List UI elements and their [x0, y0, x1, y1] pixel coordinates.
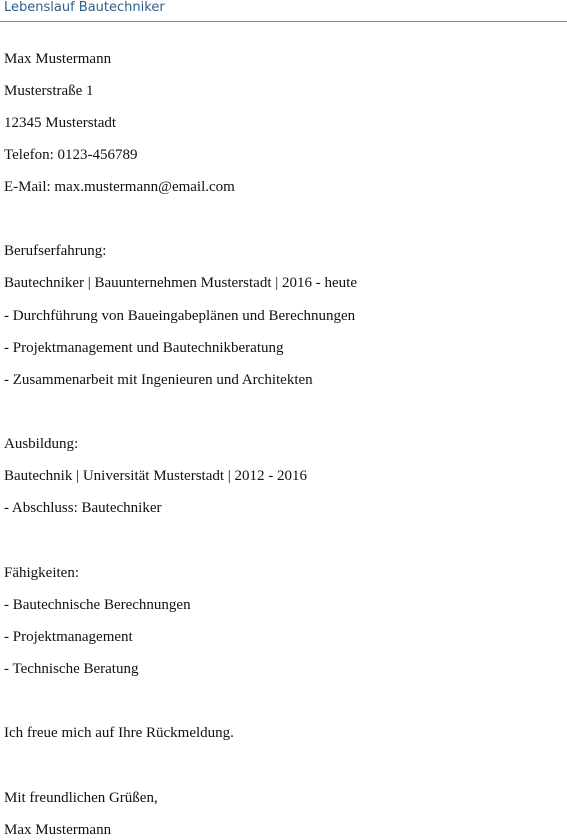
- education-program: Bautechnik | Universität Musterstadt | 2012 - 2016: [4, 468, 308, 484]
- closing-signature: Max Mustermann: [4, 822, 112, 838]
- education-heading: Ausbildung:: [4, 436, 79, 452]
- experience-item: - Zusammenarbeit mit Ingenieuren und Architekten: [4, 372, 313, 388]
- experience-item: - Projektmanagement und Bautechnikberatung: [4, 340, 284, 356]
- education-item: - Abschluss: Bautechniker: [4, 500, 162, 516]
- experience-heading: Berufserfahrung:: [4, 243, 107, 259]
- closing-greeting: Mit freundlichen Grüßen,: [4, 790, 158, 806]
- contact-street: Musterstraße 1: [4, 83, 94, 99]
- document-title: Lebenslauf Bautechniker: [4, 0, 165, 15]
- title-divider: [0, 21, 567, 22]
- document-header: [0, 0, 567, 22]
- experience-item: - Durchführung von Baueingabeplänen und Berechnungen: [4, 308, 356, 324]
- closing-message: Ich freue mich auf Ihre Rückmeldung.: [4, 725, 234, 741]
- skills-item: - Technische Beratung: [4, 661, 139, 677]
- contact-name: Max Mustermann: [4, 51, 112, 67]
- skills-item: - Projektmanagement: [4, 629, 133, 645]
- skills-item: - Bautechnische Berechnungen: [4, 597, 191, 613]
- skills-heading: Fähigkeiten:: [4, 565, 79, 581]
- contact-city: 12345 Musterstadt: [4, 115, 117, 131]
- contact-email: E-Mail: max.mustermann@email.com: [4, 179, 235, 195]
- contact-phone: Telefon: 0123-456789: [4, 147, 138, 163]
- experience-position: Bautechniker | Bauunternehmen Musterstadt | 2016 - heute: [4, 275, 357, 291]
